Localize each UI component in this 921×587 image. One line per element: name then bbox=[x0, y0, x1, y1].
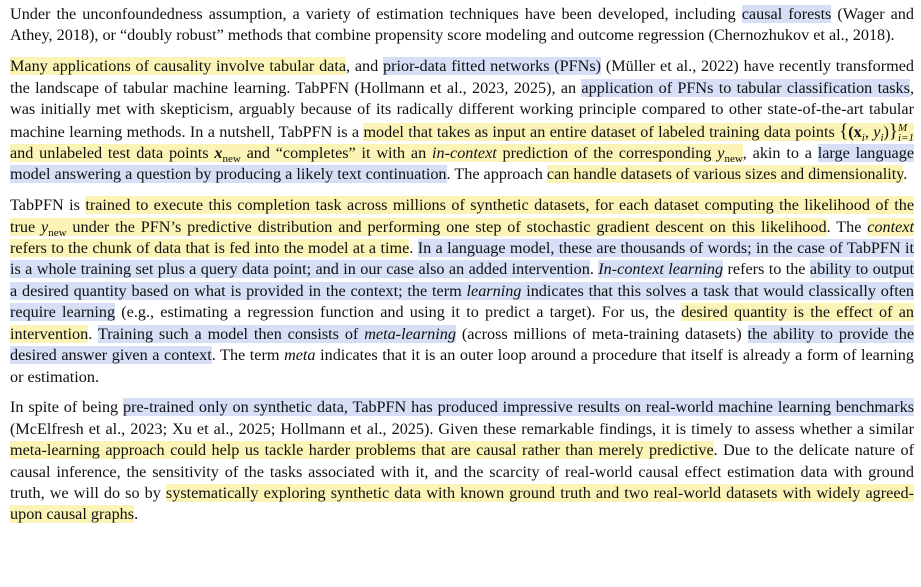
text-segment: , akin to a bbox=[742, 143, 818, 162]
text-emphasis: meta-learning bbox=[364, 324, 456, 343]
text-segment: . The approach bbox=[446, 165, 547, 184]
text-segment: trained to execute this completion task across millions of synthetic datasets, for each dataset computing the likelihood of the true bbox=[10, 196, 914, 236]
math-limits bbox=[898, 123, 914, 143]
highlight-yellow: systematically exploring synthetic data with known ground truth and two real-world datasets with widely agreed-upon causal graphs bbox=[10, 484, 914, 524]
text-segment: (McElfresh et al., 2023; Xu et al., 2025; Hollmann et al., 2025). Given these remarkable findings, it is timely to assess whether a similar bbox=[10, 419, 914, 438]
math-subscript: new bbox=[222, 153, 241, 166]
text-segment: under the PFN’s predictive distribution and performing one step of stochastic gradient descent on this likelihood bbox=[66, 217, 827, 236]
text-segment: . bbox=[409, 239, 418, 258]
math-subscript: i bbox=[861, 131, 865, 144]
text-emphasis: meta bbox=[284, 346, 316, 365]
text-segment: model that takes as input an entire dataset of labeled training data points bbox=[363, 122, 840, 141]
highlight-blue: large language model answering a question by producing a likely text continuation bbox=[10, 143, 915, 184]
text-segment: (Müller et al., 2022) have recently transformed the landscape of tabular machine learning. TabPFN (Hollmann et al., 2023, 2025), an bbox=[10, 57, 914, 97]
math-training-set bbox=[839, 120, 915, 144]
text-segment: . bbox=[903, 165, 908, 184]
text-segment: . bbox=[589, 260, 599, 279]
paragraph-pfn-intro bbox=[10, 56, 914, 185]
text-segment: and “completes” it with an bbox=[240, 143, 433, 162]
text-segment: Under the unconfoundedness assumption, a variety of estimation techniques have been developed, including bbox=[10, 5, 742, 23]
highlight-blue: causal forests bbox=[741, 5, 832, 23]
math-subscript: i bbox=[880, 131, 884, 144]
highlight-blue: In a language model, these are thousands of words; in the case of TabPFN it is a whole training set plus a query data point; and in our case also an added intervention bbox=[10, 239, 914, 279]
text-segment: refers to the bbox=[723, 260, 810, 279]
text-segment: . Due to the delicate nature of causal inference, the sensitivity of the tasks associated with it, and the scarcity of real-world causal effect estimation data with ground truth, we will do so by bbox=[10, 441, 914, 503]
text-segment: and unlabeled test data points bbox=[10, 143, 215, 162]
text-emphasis: learning bbox=[466, 281, 522, 300]
text-segment: . bbox=[134, 505, 139, 524]
text-segment: ability to output a desired quantity based on what is provided in the context; the term bbox=[10, 260, 914, 300]
text-segment: indicates that this solves a task that would classically often require learning bbox=[10, 281, 914, 322]
math-symbol: } bbox=[888, 120, 899, 142]
text-segment: indicates that it is an outer loop around a procedure that itself is already a form of learning or estimation. bbox=[10, 346, 914, 386]
math-superscript: M bbox=[898, 121, 908, 134]
text-emphasis: in-context bbox=[432, 143, 497, 162]
highlight-yellow: desired quantity is the effect of an intervention bbox=[10, 303, 914, 343]
text-segment: , was initially met with skepticism, arguably because of its radically different working principle compared to other state-of-the-art tabular machine learning methods. In a nutshell, TabPFN is a bbox=[10, 78, 914, 141]
text-segment: , and bbox=[346, 57, 383, 76]
text-segment: (e.g., estimating a regression function and using it to predict a target). For us, the bbox=[115, 303, 682, 322]
text-segment: . The term bbox=[211, 346, 285, 365]
text-segment: TabPFN is bbox=[10, 196, 86, 215]
math-symbol: x bbox=[214, 143, 223, 162]
math-symbol: (x bbox=[848, 122, 862, 141]
text-segment: In spite of being bbox=[10, 398, 124, 417]
math-x-new bbox=[214, 143, 241, 166]
paragraph-unconfoundedness bbox=[10, 4, 914, 47]
highlight-blue bbox=[598, 260, 723, 278]
math-y-new bbox=[717, 143, 743, 166]
highlight-yellow bbox=[10, 196, 914, 239]
text-segment: . The bbox=[826, 217, 868, 236]
paragraph-tabpfn-training bbox=[10, 195, 914, 388]
math-symbol: , bbox=[864, 122, 874, 141]
text-segment: (Chernozhukov et al., 2018). bbox=[704, 26, 895, 45]
highlight-yellow: Many applications of causality involve tabular data bbox=[10, 57, 347, 76]
highlight-blue: prior-data fitted networks (PFNs) bbox=[383, 57, 602, 76]
math-subscript: new bbox=[48, 226, 67, 239]
highlight-blue: application of PFNs to tabular classification tasks bbox=[581, 78, 910, 97]
math-symbol: { bbox=[839, 120, 849, 142]
text-emphasis: In-context learning bbox=[598, 260, 724, 279]
math-subscript: i=1 bbox=[898, 131, 915, 144]
highlight-blue bbox=[98, 325, 456, 343]
text-segment: (Wager and Athey, 2018), or “doubly robust” methods that combine propensity score modeling and outcome regression bbox=[10, 5, 914, 45]
highlight-blue: the ability to provide the desired answer given a context bbox=[10, 324, 915, 365]
math-symbol: y bbox=[717, 143, 725, 162]
math-symbol: ) bbox=[883, 122, 889, 141]
text-segment: . bbox=[88, 324, 98, 343]
math-y-new bbox=[41, 217, 67, 239]
text-segment: prediction of the corresponding bbox=[496, 143, 718, 162]
text-segment: Training such a model then consists of bbox=[97, 324, 365, 343]
text-segment: (across millions of meta-training datasets) bbox=[455, 324, 748, 343]
highlight-yellow: meta-learning approach could help us tackle harder problems that are causal rather than merely predictive bbox=[10, 441, 714, 460]
math-symbol: y bbox=[873, 122, 881, 141]
text-segment: refers to the chunk of data that is fed into the model at a time bbox=[10, 239, 410, 258]
highlight-yellow: can handle datasets of various sizes and dimensionality bbox=[546, 165, 904, 184]
paragraph-benchmarks bbox=[10, 397, 914, 525]
text-emphasis: context bbox=[867, 217, 914, 236]
math-subscript: new bbox=[724, 153, 743, 166]
math-symbol: y bbox=[41, 217, 49, 236]
highlight-blue: pre-trained only on synthetic data, TabPFN has produced impressive results on real-world machine learning benchmarks bbox=[123, 398, 914, 417]
